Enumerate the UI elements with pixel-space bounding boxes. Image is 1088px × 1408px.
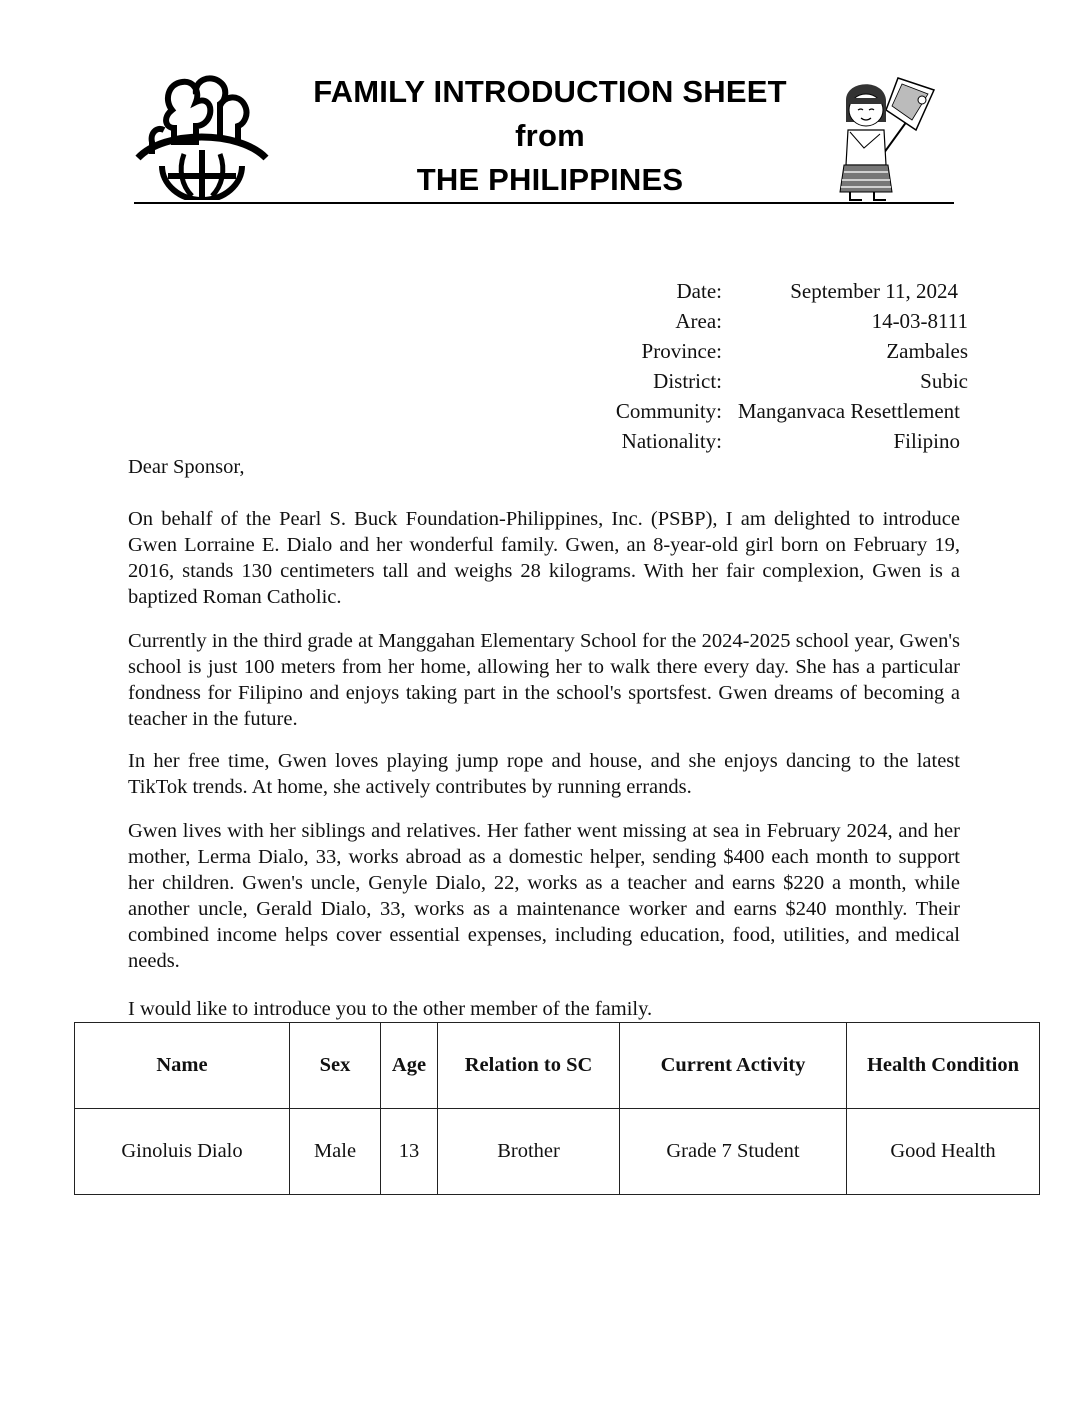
title-line-3: THE PHILIPPINES: [416, 162, 684, 197]
title-line-2: from: [515, 118, 585, 153]
column-header-age: Age: [381, 1023, 438, 1109]
info-value: Filipino: [893, 429, 960, 453]
info-block: [600, 276, 968, 456]
table-header-row: [75, 1023, 1040, 1109]
letter-paragraph: I would like to introduce you to the other member of the family.: [128, 998, 653, 1020]
family-globe-logo-icon: [134, 70, 269, 200]
info-label: District:: [653, 369, 722, 393]
info-value: September 11, 2024: [790, 279, 958, 303]
cell-activity: Grade 7 Student: [620, 1109, 847, 1195]
info-row-community: [600, 396, 968, 426]
info-value: Zambales: [886, 339, 968, 363]
cell-health: Good Health: [847, 1109, 1040, 1195]
title-line-1: FAMILY INTRODUCTION SHEET: [313, 74, 787, 109]
info-row-area: [600, 306, 968, 336]
column-header-sex: Sex: [290, 1023, 381, 1109]
info-value: Manganvaca Resettlement: [737, 399, 960, 423]
info-value: Subic: [920, 369, 968, 393]
info-label: Area:: [675, 309, 722, 333]
cell-name: Ginoluis Dialo: [75, 1109, 290, 1195]
column-header-health: Health Condition: [847, 1023, 1040, 1109]
salutation: Dear Sponsor,: [128, 456, 245, 478]
column-header-activity: Current Activity: [620, 1023, 847, 1109]
info-label: Community:: [615, 399, 722, 423]
document-title: [280, 70, 820, 202]
info-row-province: [600, 336, 968, 366]
cell-age: 13: [381, 1109, 438, 1195]
info-row-nationality: [600, 426, 968, 456]
table-row: [75, 1109, 1040, 1195]
column-header-name: Name: [75, 1023, 290, 1109]
info-value: 14-03-8111: [871, 309, 968, 333]
family-members-table: [74, 1022, 1040, 1195]
letter-paragraph: In her free time, Gwen loves playing jump rope and house, and she enjoys dancing to the latest TikTok trends. At home, she actively contributes by running errands.: [128, 750, 960, 798]
info-row-district: [600, 366, 968, 396]
letter-paragraph: Currently in the third grade at Manggahan Elementary School for the 2024-2025 school year, Gwen's school is just 100 meters from her home, allowing her to walk there every day. She has a particular fondness for Filipino and enjoys taking part in the school's sportsfest. Gwen dreams of becoming a teacher in the future.: [128, 630, 960, 730]
info-label: Nationality:: [621, 429, 722, 453]
info-label: Date:: [676, 279, 722, 303]
letter-paragraph: Gwen lives with her siblings and relatives. Her father went missing at sea in February 2024, and her mother, Lerma Dialo, 33, works abroad as a domestic helper, sending $400 each month to support her children. Gwen's uncle, Genyle Dialo, 22, works as a teacher and earns $220 a month, while another uncle, Gerald Dialo, 33, works as a maintenance worker and earns $240 monthly. Their combined income helps cover essential expenses, including education, food, utilities, and medical needs.: [128, 820, 960, 972]
info-row-date: [600, 276, 968, 306]
letter-paragraph: On behalf of the Pearl S. Buck Foundation-Philippines, Inc. (PSBP), I am delighted to introduce Gwen Lorraine E. Dialo and her wonderful family. Gwen, an 8-year-old girl born on February 19, 2016, stands 130 centimeters tall and weighs 28 kilograms. With her fair complexion, Gwen is a baptized Roman Catholic.: [128, 508, 960, 608]
info-label: Province:: [641, 339, 722, 363]
column-header-relation: Relation to SC: [438, 1023, 620, 1109]
girl-with-flag-illustration-icon: [828, 70, 940, 205]
cell-relation: Brother: [438, 1109, 620, 1195]
header-divider: [134, 202, 954, 204]
cell-sex: Male: [290, 1109, 381, 1195]
